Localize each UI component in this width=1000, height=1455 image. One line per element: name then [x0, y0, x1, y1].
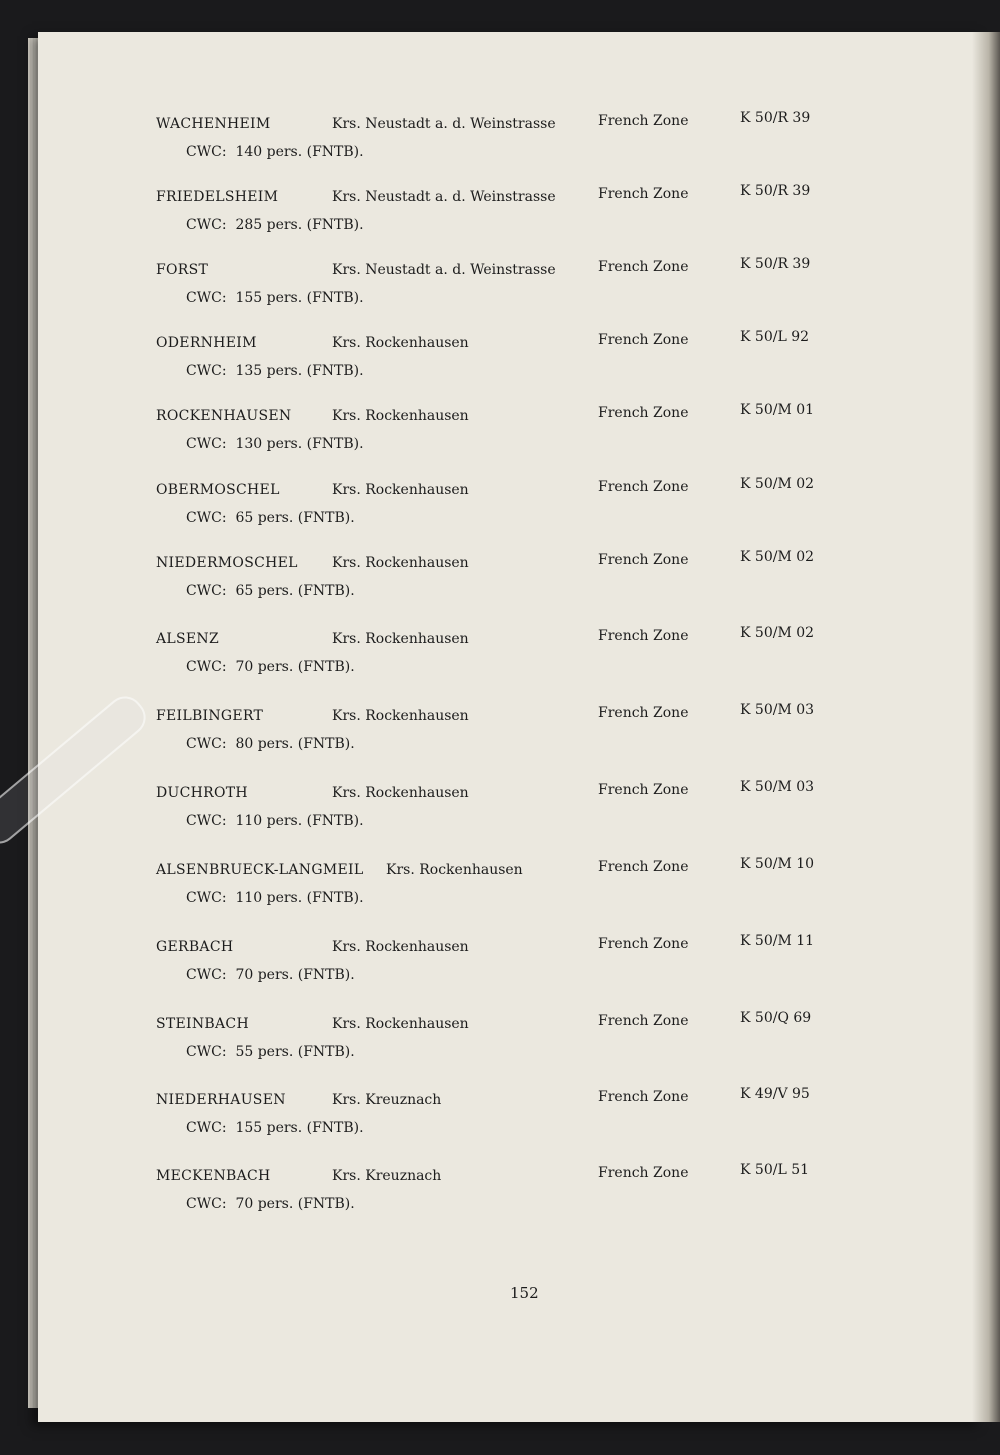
cwc-label: CWC:: [186, 1044, 227, 1060]
cwc-label: CWC:: [186, 217, 227, 233]
cwc-label: CWC:: [186, 144, 227, 160]
map-reference: K 50/M 03: [740, 702, 815, 718]
map-reference: K 50/M 02: [740, 549, 815, 565]
place-name: ODERNHEIM: [156, 335, 257, 351]
cwc-line: [186, 217, 364, 233]
cwc-label: CWC:: [186, 363, 227, 379]
map-reference: K 50/M 01: [740, 402, 815, 418]
zone-name: French Zone: [598, 1089, 689, 1105]
zone-name: French Zone: [598, 405, 689, 421]
cwc-line: [186, 659, 355, 675]
zone-name: French Zone: [598, 1165, 689, 1181]
place-name: MECKENBACH: [156, 1168, 271, 1184]
cwc-value: 55 pers. (FNTB).: [235, 1044, 355, 1060]
cwc-line: [186, 967, 355, 983]
zone-name: French Zone: [598, 186, 689, 202]
cwc-line: [186, 363, 364, 379]
cwc-label: CWC:: [186, 967, 227, 983]
district-name: Krs. Rockenhausen: [332, 555, 469, 571]
district-name: Krs. Rockenhausen: [332, 1016, 469, 1032]
district-name: Krs. Kreuznach: [332, 1092, 442, 1108]
cwc-label: CWC:: [186, 813, 227, 829]
zone-name: French Zone: [598, 705, 689, 721]
cwc-value: 130 pers. (FNTB).: [235, 436, 364, 452]
cwc-value: 155 pers. (FNTB).: [235, 290, 364, 306]
map-reference: K 50/M 03: [740, 779, 815, 795]
cwc-label: CWC:: [186, 736, 227, 752]
cwc-value: 65 pers. (FNTB).: [235, 510, 355, 526]
map-reference: K 50/M 02: [740, 476, 815, 492]
book-gutter: [972, 32, 1000, 1422]
map-reference: K 50/M 11: [740, 933, 815, 949]
district-name: Krs. Neustadt a. d. Weinstrasse: [332, 262, 556, 278]
zone-name: French Zone: [598, 859, 689, 875]
place-name: ALSENZ: [156, 631, 219, 647]
zone-name: French Zone: [598, 552, 689, 568]
cwc-label: CWC:: [186, 1120, 227, 1136]
district-name: Krs. Neustadt a. d. Weinstrasse: [332, 189, 556, 205]
cwc-line: [186, 813, 364, 829]
cwc-label: CWC:: [186, 510, 227, 526]
cwc-value: 70 pers. (FNTB).: [235, 967, 355, 983]
place-name: FORST: [156, 262, 209, 278]
cwc-label: CWC:: [186, 290, 227, 306]
map-reference: K 50/Q 69: [740, 1010, 812, 1026]
place-name: FRIEDELSHEIM: [156, 189, 279, 205]
zone-name: French Zone: [598, 936, 689, 952]
cwc-label: CWC:: [186, 1196, 227, 1212]
district-name: Krs. Rockenhausen: [332, 408, 469, 424]
cwc-label: CWC:: [186, 659, 227, 675]
map-reference: K 50/R 39: [740, 256, 811, 272]
cwc-value: 135 pers. (FNTB).: [235, 363, 364, 379]
zone-name: French Zone: [598, 332, 689, 348]
cwc-value: 140 pers. (FNTB).: [235, 144, 364, 160]
map-reference: K 50/M 02: [740, 625, 815, 641]
zone-name: French Zone: [598, 628, 689, 644]
cwc-label: CWC:: [186, 436, 227, 452]
district-name: Krs. Rockenhausen: [332, 631, 469, 647]
map-reference: K 50/R 39: [740, 183, 811, 199]
cwc-line: [186, 436, 364, 452]
map-reference: K 49/V 95: [740, 1086, 810, 1102]
district-name: Krs. Rockenhausen: [332, 335, 469, 351]
zone-name: French Zone: [598, 479, 689, 495]
map-reference: K 50/M 10: [740, 856, 815, 872]
cwc-line: [186, 583, 355, 599]
cwc-line: [186, 1120, 364, 1136]
cwc-label: CWC:: [186, 890, 227, 906]
place-name: ROCKENHAUSEN: [156, 408, 292, 424]
page-number: 152: [510, 1284, 539, 1302]
place-name: STEINBACH: [156, 1016, 249, 1032]
cwc-line: [186, 736, 355, 752]
map-reference: K 50/L 51: [740, 1162, 810, 1178]
cwc-value: 155 pers. (FNTB).: [235, 1120, 364, 1136]
cwc-label: CWC:: [186, 583, 227, 599]
place-name: OBERMOSCHEL: [156, 482, 280, 498]
place-name: FEILBINGERT: [156, 708, 264, 724]
cwc-line: [186, 290, 364, 306]
cwc-value: 110 pers. (FNTB).: [235, 890, 364, 906]
district-name: Krs. Neustadt a. d. Weinstrasse: [332, 116, 556, 132]
cwc-line: [186, 144, 364, 160]
cwc-value: 70 pers. (FNTB).: [235, 659, 355, 675]
place-name: NIEDERMOSCHEL: [156, 555, 298, 571]
zone-name: French Zone: [598, 113, 689, 129]
district-name: Krs. Rockenhausen: [386, 862, 523, 878]
cwc-value: 80 pers. (FNTB).: [235, 736, 355, 752]
district-name: Krs. Rockenhausen: [332, 939, 469, 955]
cwc-line: [186, 510, 355, 526]
cwc-value: 285 pers. (FNTB).: [235, 217, 364, 233]
cwc-line: [186, 890, 364, 906]
zone-name: French Zone: [598, 782, 689, 798]
district-name: Krs. Rockenhausen: [332, 708, 469, 724]
cwc-line: [186, 1044, 355, 1060]
cwc-value: 65 pers. (FNTB).: [235, 583, 355, 599]
map-reference: K 50/L 92: [740, 329, 810, 345]
cwc-value: 70 pers. (FNTB).: [235, 1196, 355, 1212]
place-name: GERBACH: [156, 939, 234, 955]
cwc-value: 110 pers. (FNTB).: [235, 813, 364, 829]
zone-name: French Zone: [598, 1013, 689, 1029]
place-name: WACHENHEIM: [156, 116, 271, 132]
document-page: [38, 32, 983, 1422]
cwc-line: [186, 1196, 355, 1212]
place-name: NIEDERHAUSEN: [156, 1092, 286, 1108]
map-reference: K 50/R 39: [740, 110, 811, 126]
place-name: DUCHROTH: [156, 785, 248, 801]
district-name: Krs. Rockenhausen: [332, 785, 469, 801]
district-name: Krs. Rockenhausen: [332, 482, 469, 498]
district-name: Krs. Kreuznach: [332, 1168, 442, 1184]
place-name: ALSENBRUECK-LANGMEIL: [156, 862, 364, 878]
zone-name: French Zone: [598, 259, 689, 275]
